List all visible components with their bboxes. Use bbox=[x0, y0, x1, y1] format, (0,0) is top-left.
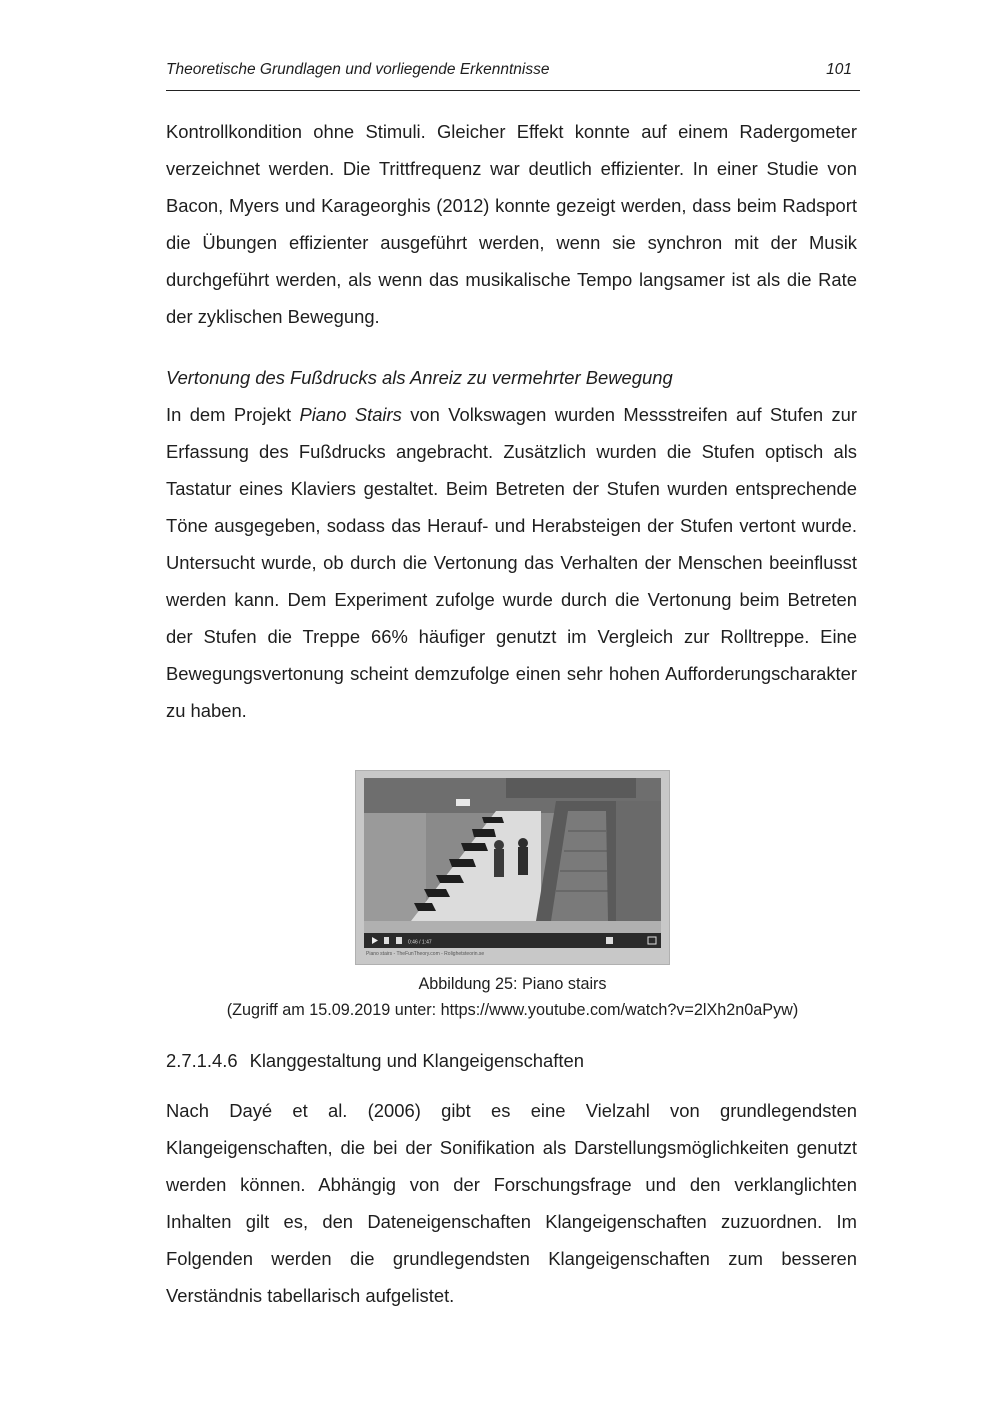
running-header bbox=[166, 60, 860, 91]
figure-caption: Abbildung 25: Piano stairs bbox=[418, 975, 607, 993]
volume-icon bbox=[396, 937, 402, 944]
paragraph-part: von Volkswagen wurden Messstreifen auf Stufen zur Erfassung des Fußdrucks angebracht. Zusätzlich wurden die Stufen optisch als Tastatur eines Klaviers gestaltet. Beim Betreten der Stufen wurden entsprechende Töne ausgegeben, sodass das Herauf- und Herabsteigen der Stufen vertont wurde. Untersucht wurde, ob durch die Vertonung das Verhalten der Menschen beeinflusst werden kann. Dem Experiment zufolge wurde durch die Vertonung beim Betreten der Stufen die Treppe 66% häufiger genutzt im Vergleich zur Rolltreppe. Eine Bewegungsvertonung scheint demzufolge einen sehr hohen Aufforderungscharakter zu haben. bbox=[166, 404, 857, 721]
section-heading bbox=[166, 1047, 584, 1075]
paragraph: Kontrollkondition ohne Stimuli. Gleicher Effekt konnte auf einem Radergometer verzeichnet werden. Die Trittfrequenz war deutlich effizienter. In einer Studie von Bacon, Myers und Karageorghis (2012) konnte gezeigt werden, dass beim Radsport die Übungen effizienter ausgeführt werden, wenn sie synchron mit der Musik durchgeführt werden, als wenn das musikalische Tempo langsamer ist als die Rate der zyklischen Bewegung. bbox=[166, 121, 857, 327]
body-text-block-2 bbox=[166, 396, 857, 729]
section-number: 2.7.1.4.6 bbox=[166, 1050, 238, 1071]
paragraph bbox=[166, 396, 857, 729]
paragraph-part: In dem Projekt bbox=[166, 404, 300, 425]
settings-icon bbox=[606, 937, 613, 944]
image-source-text: Piano stairs - TheFunTheory.com - Rolighetsteorin.se bbox=[366, 951, 485, 957]
section-title: Klanggestaltung und Klangeigenschaften bbox=[249, 1050, 584, 1071]
figure-source: (Zugriff am 15.09.2019 unter: https://www.youtube.com/watch?v=2lXh2n0aPyw) bbox=[226, 1001, 799, 1019]
body-text-block-3 bbox=[166, 1092, 857, 1314]
figure-image bbox=[355, 770, 670, 965]
player-time: 0:46 / 1:47 bbox=[408, 939, 432, 946]
piano-stairs-photo bbox=[356, 771, 669, 964]
body-text-block-1 bbox=[166, 113, 857, 335]
project-name: Piano Stairs bbox=[299, 404, 402, 425]
page-number: 101 bbox=[826, 61, 852, 78]
subsection-title: Vertonung des Fußdrucks als Anreiz zu vermehrter Bewegung bbox=[166, 367, 673, 388]
running-title: Theoretische Grundlagen und vorliegende Erkenntnisse bbox=[166, 61, 550, 78]
skip-icon bbox=[384, 937, 389, 944]
paragraph: Nach Dayé et al. (2006) gibt es eine Vielzahl von grundlegendsten Klangeigenschaften, die bei der Sonifikation als Darstellungsmöglichkeiten genutzt werden können. Abhängig von der Forschungsfrage und den verklanglichten Inhalten gilt es, den Dateneigenschaften Klangeigenschaften zuzuordnen. Im Folgenden werden die grundlegendsten Klangeigenschaften zum besseren Verständnis tabellarisch aufgelistet. bbox=[166, 1100, 857, 1306]
